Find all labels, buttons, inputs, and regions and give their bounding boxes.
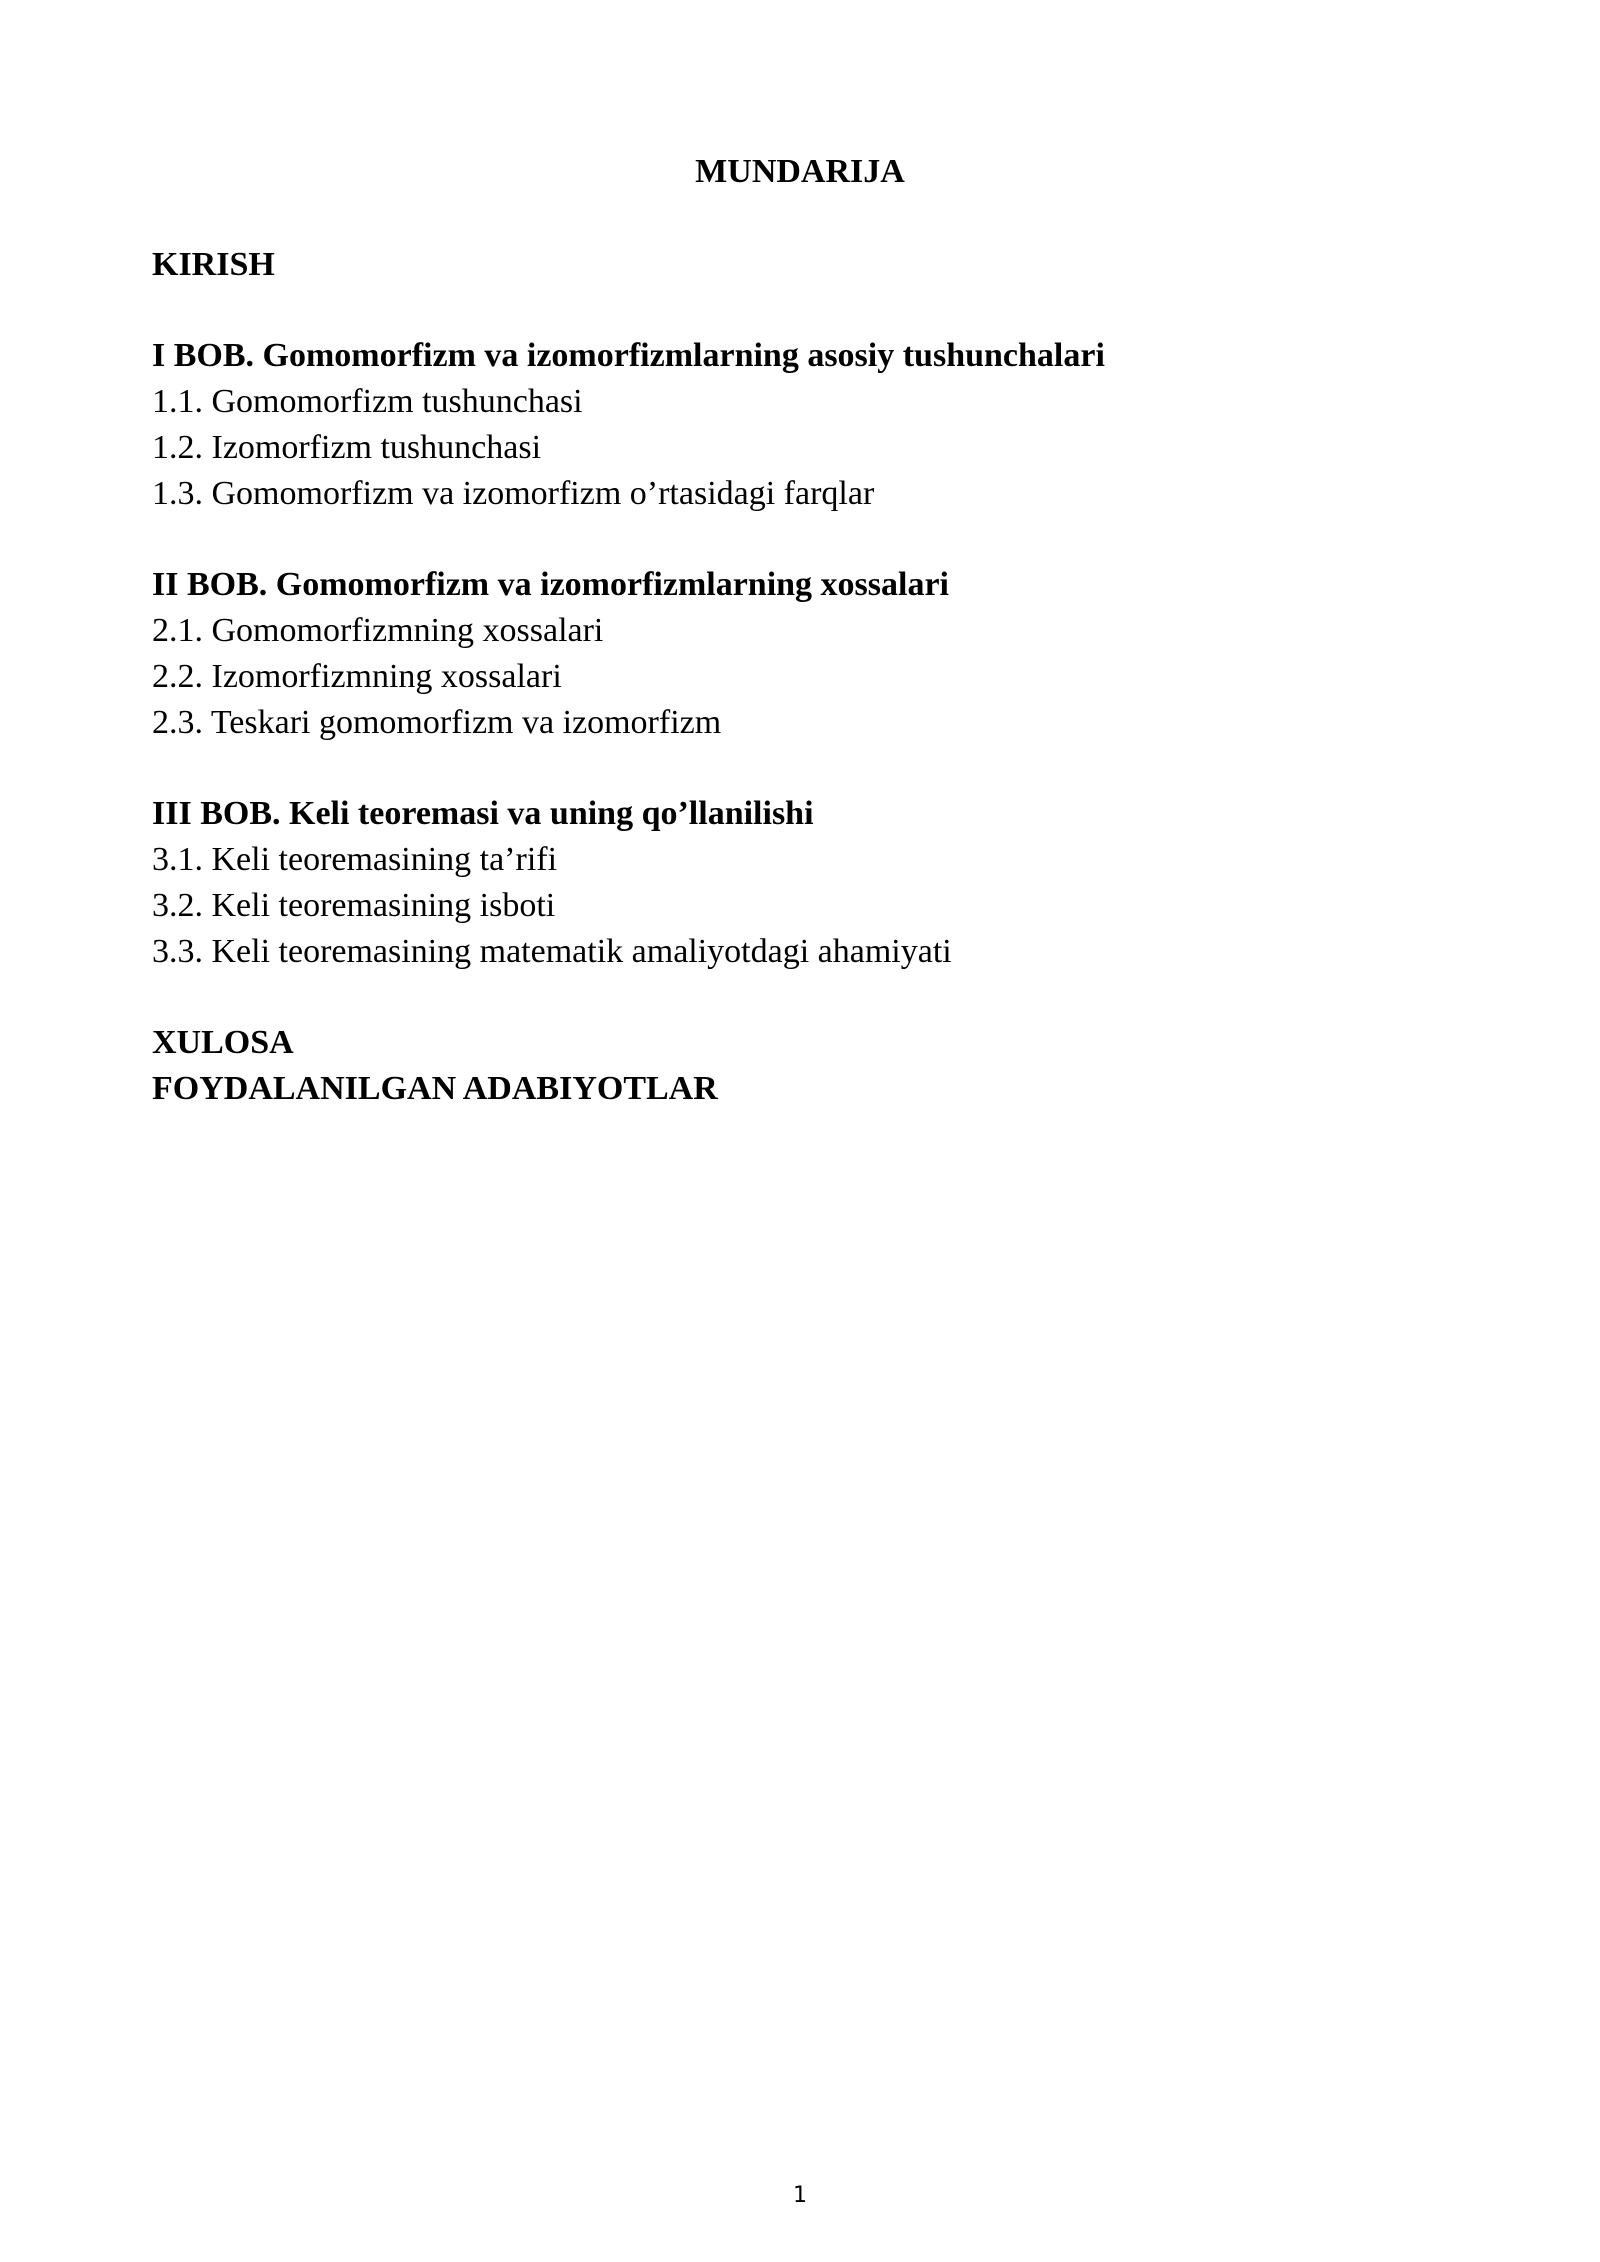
chapter-1 (152, 333, 1452, 517)
toc-intro: KIRISH (152, 246, 275, 283)
chapter-heading: II BOB. Gomomorfizm va izomorfizmlarning xossalari (152, 566, 950, 603)
toc-section: 3.3. Keli teoremasining matematik amaliyotdagi ahamiyati (152, 933, 952, 970)
chapter-heading: III BOB. Keli teoremasi va uning qo’llanilishi (152, 795, 814, 832)
intro-entry (152, 242, 1452, 288)
toc-section: 1.1. Gomomorfizm tushunchasi (152, 383, 583, 420)
toc-section: 3.1. Keli teoremasining ta’rifi (152, 841, 558, 878)
toc-section: 3.2. Keli teoremasining isboti (152, 887, 556, 924)
toc-section: 2.3. Teskari gomomorfizm va izomorfizm (152, 704, 722, 741)
toc-conclusion: XULOSA (152, 1024, 294, 1061)
toc-section: 2.1. Gomomorfizmning xossalari (152, 612, 604, 649)
toc-section: 2.2. Izomorfizmning xossalari (152, 658, 562, 695)
chapter-2 (152, 562, 1452, 746)
chapter-3 (152, 791, 1452, 975)
closing-entries (152, 1020, 1452, 1112)
chapter-heading: I BOB. Gomomorfizm va izomorfizmlarning asosiy tushunchalari (152, 337, 1105, 374)
page-title: MUNDARIJA (695, 153, 905, 190)
toc-references: FOYDALANILGAN ADABIYOTLAR (152, 1070, 718, 1107)
toc-section: 1.2. Izomorfizm tushunchasi (152, 429, 542, 466)
page-number: 1 (793, 2183, 807, 2208)
toc-section: 1.3. Gomomorfizm va izomorfizm o’rtasidagi farqlar (152, 475, 875, 512)
